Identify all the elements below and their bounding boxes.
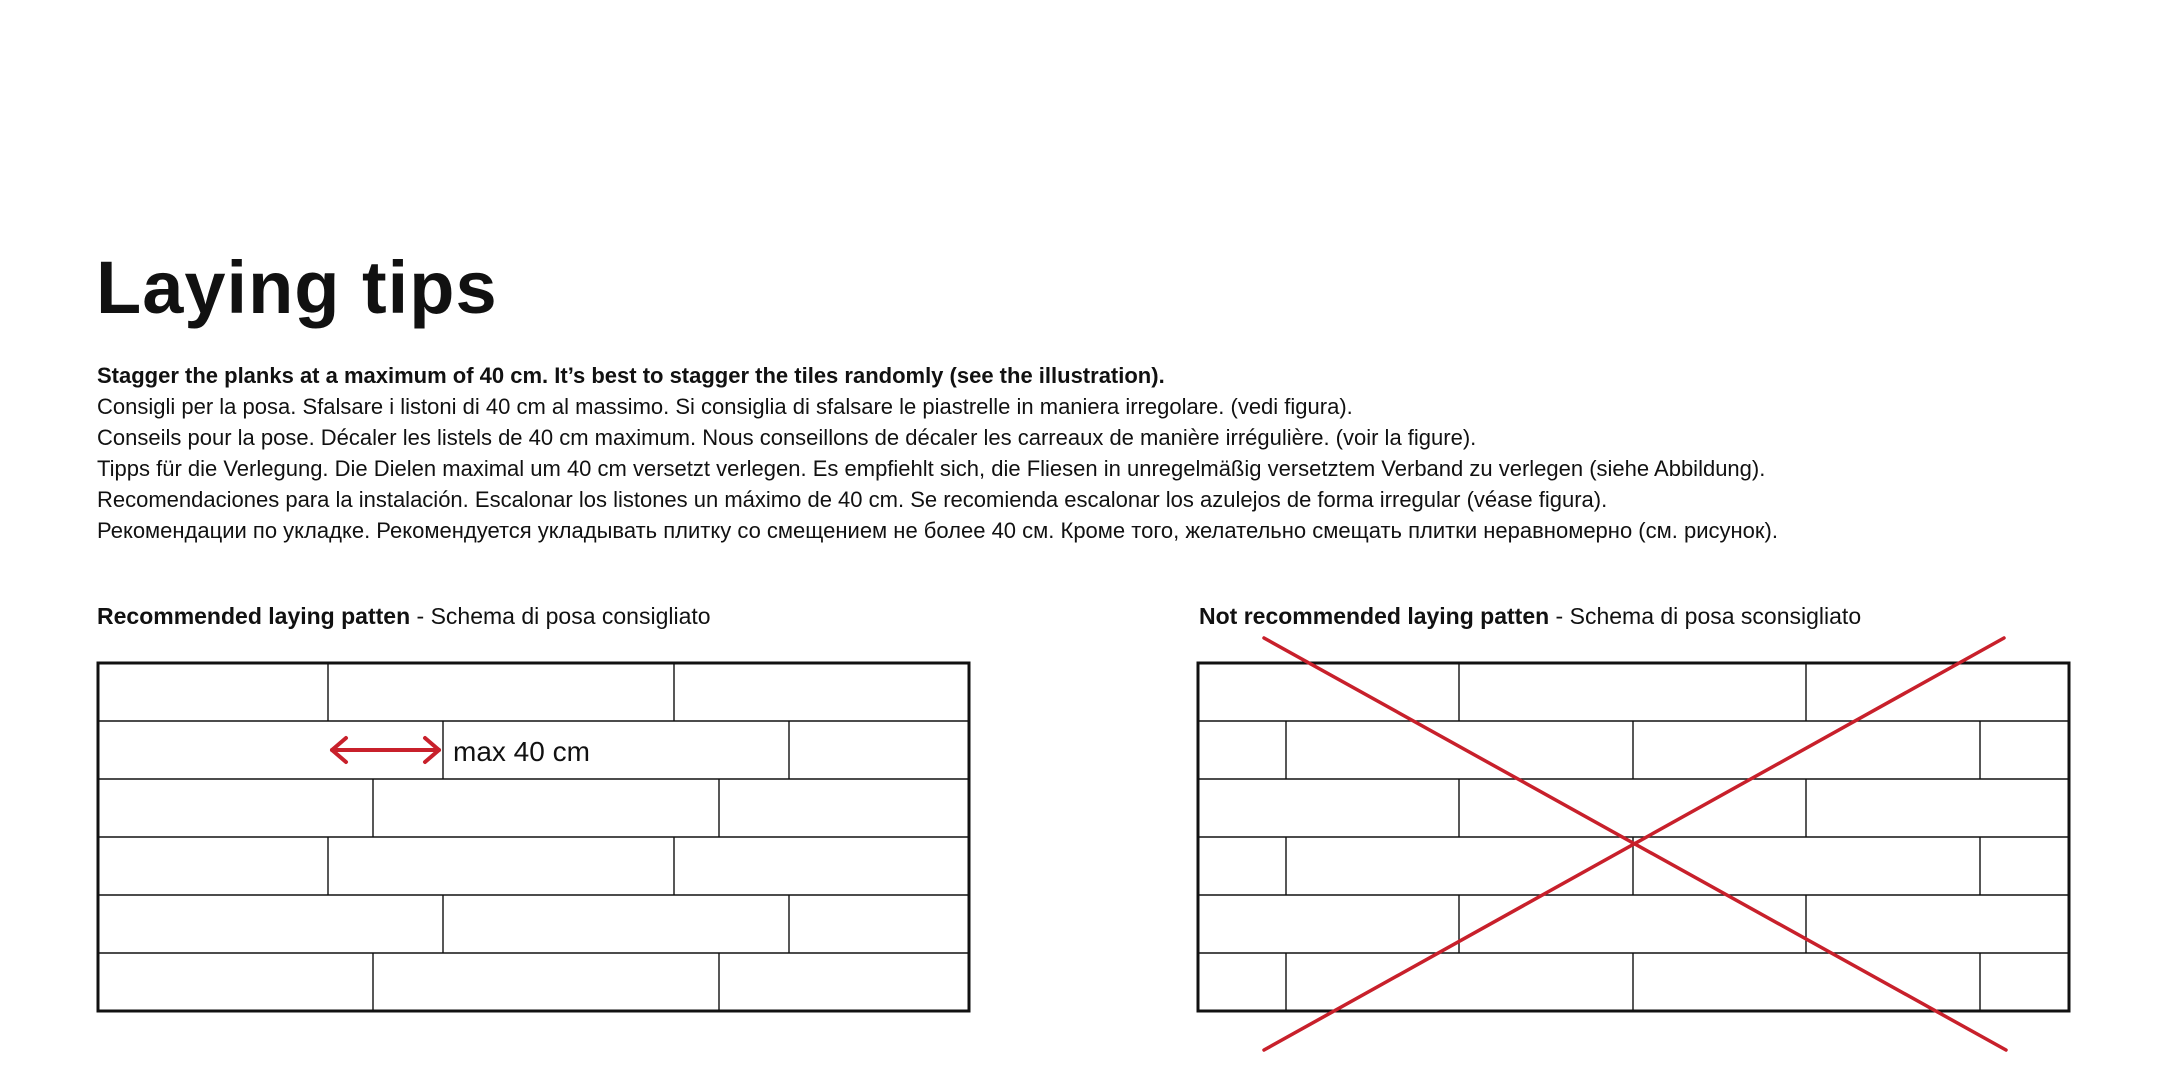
intro-text (97, 360, 2137, 546)
not-recommended-pattern-diagram (1196, 634, 2076, 1054)
not-recommended-caption-bold: Not recommended laying patten (1199, 603, 1550, 629)
intro-line-french: Conseils pour la pose. Décaler les listels de 40 cm maximum. Nous conseillons de décaler les carreaux de manière irrégulière. (voir la figure). (97, 425, 1477, 450)
cross-out-icon (1264, 638, 2006, 1050)
not-recommended-caption-rest: - Schema di posa sconsigliato (1549, 603, 1862, 629)
intro-line-german: Tipps für die Verlegung. Die Dielen maximal um 40 cm versetzt verlegen. Es empfiehlt sich, die Fliesen in unregelmäßig versetztem Verband zu verlegen (siehe Abbildung). (97, 456, 1766, 481)
intro-line-italian: Consigli per la posa. Sfalsare i listoni di 40 cm al massimo. Si consiglia di sfalsare le piastrelle in maniera irregolare. (vedi figura). (97, 394, 1353, 419)
recommended-caption-bold: Recommended laying patten (97, 603, 411, 629)
intro-line-spanish: Recomendaciones para la instalación. Escalonar los listones un máximo de 40 cm. Se recomienda escalonar los azulejos de forma irregular (véase figura). (97, 487, 1608, 512)
double-arrow-icon (332, 738, 439, 762)
not-recommended-caption (1199, 601, 1861, 631)
recommended-pattern-diagram (96, 660, 972, 1016)
intro-line-russian: Рекомендации по укладке. Рекомендуется укладывать плитку со смещением не более 40 см. Кроме того, желательно смещать плитки неравномерно (см. рисунок). (97, 518, 1778, 543)
recommended-caption (97, 601, 711, 631)
page-title: Laying tips (96, 246, 498, 329)
recommended-caption-rest: - Schema di posa consigliato (410, 603, 711, 629)
measure-label: max 40 cm (453, 736, 590, 767)
intro-line-english: Stagger the planks at a maximum of 40 cm. It’s best to stagger the tiles randomly (see the illustration). (97, 363, 1165, 388)
